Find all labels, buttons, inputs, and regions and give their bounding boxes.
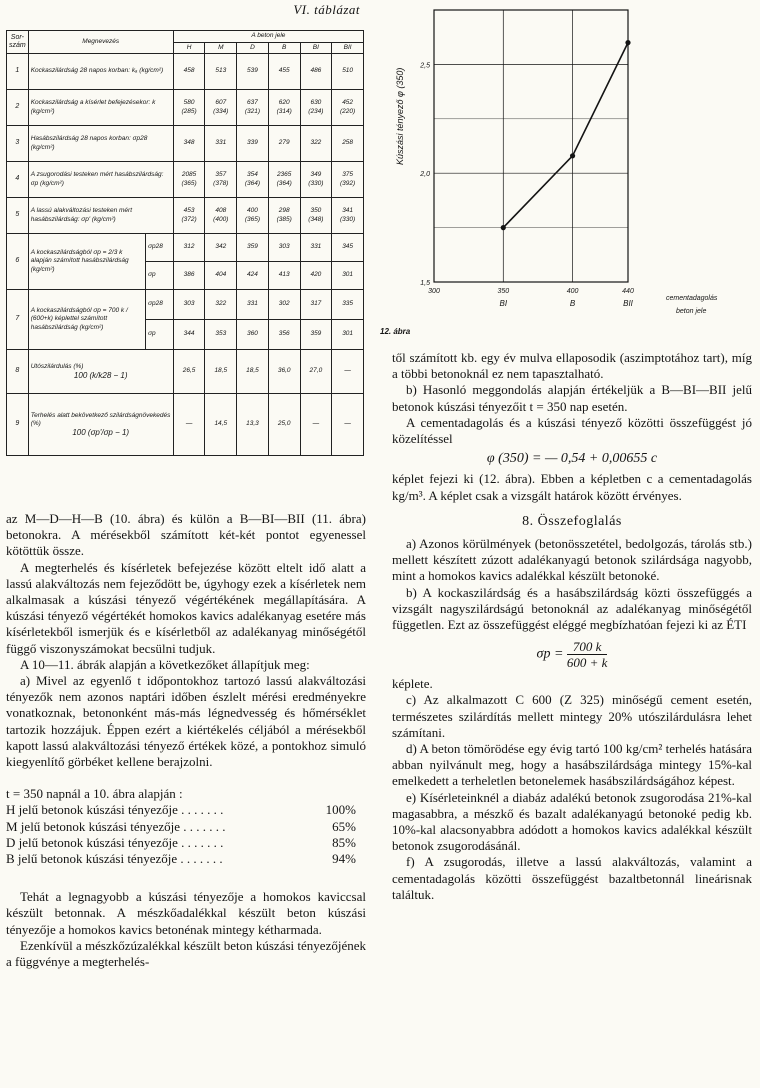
- left-column: [6, 511, 366, 970]
- cell: 354 (364): [237, 162, 269, 198]
- cell: 18,5: [237, 350, 269, 394]
- paragraph: a) Mivel az egyenlő t időpontokhoz tartozó lassú alakváltozási tényezők nem azonos naptári időben észlelt mérési eredményekre vonatkoznak, betononként más-más légnedvesség és hőmérséklet tartozik hozzájuk. Éppen ezért a kiértékelés céljából a mérésekből kapott lassú alakváltozási tényező értékek közé, a pontokhoz simuló kiegyenlítő görbéket kellene berajzolni.: [6, 673, 366, 770]
- cell: 27,0: [300, 350, 332, 394]
- row-sublabel: σp28: [146, 290, 174, 320]
- cell: 510: [332, 54, 364, 90]
- cell: 580 (285): [173, 90, 205, 126]
- cell: 344: [173, 320, 205, 350]
- cell: 359: [300, 320, 332, 350]
- table-title: VI. táblázat: [293, 2, 360, 17]
- cell: 359: [237, 234, 269, 262]
- cell: 331: [237, 290, 269, 320]
- cell: 349 (330): [300, 162, 332, 198]
- row-number: 9: [7, 394, 29, 456]
- cell: —: [300, 394, 332, 456]
- right-column: [392, 350, 752, 903]
- cell: 322: [205, 290, 237, 320]
- row-number: 7: [7, 290, 29, 350]
- paragraph: b) Hasonló meggondolás alapján értékeljük a B—BI—BII jelű betonok kúszási tényezőit t = 350 nap esetén.: [392, 382, 752, 414]
- cell: 317: [300, 290, 332, 320]
- paragraph: d) A beton tömörödése egy évig tartó 100 kg/cm² terhelés hatására abban nyilvánult meg, hogy a hasábszilárdsága mintegy 15%-kal emelkedett a terheletlen betonelemek hasábszilárdságához képest.: [392, 741, 752, 789]
- plot-frame: [434, 10, 628, 282]
- cell: 335: [332, 290, 364, 320]
- value-row: M jelű betonok kúszási tényezője . . . . . . . 65%: [6, 818, 356, 834]
- paragraph: e) Kísérleteinknél a diabáz adalékú betonok zsugorodása 21%-kal magasabbra, a mészkő és bazalt adalékanyagú betonoké pedig kb. 10%-kal alacsonyabbra adódott a homokos kavics adalékkal készült betonok zsugorodásánál.: [392, 789, 752, 854]
- row-number: 8: [7, 350, 29, 394]
- row-number: 3: [7, 126, 29, 162]
- chart-marks: [500, 40, 634, 308]
- x-axis-label-2: beton jele: [676, 308, 707, 315]
- cell: 303: [268, 234, 300, 262]
- row-label: Kockaszilárdság 28 napos korban: kₐ (kg/cm²): [28, 54, 173, 90]
- cell: 455: [268, 54, 300, 90]
- header-beton-jele: A beton jele: [173, 31, 363, 43]
- cell: 13,3: [237, 394, 269, 456]
- cell: 303: [173, 290, 205, 320]
- cell: 298 (385): [268, 198, 300, 234]
- row-label: A lassú alakváltozási testeken mért hasábszilárdság: σp' (kg/cm²): [28, 198, 173, 234]
- cell: 302: [268, 290, 300, 320]
- row-number: 4: [7, 162, 29, 198]
- table-row: [7, 350, 364, 394]
- cell: 350 (348): [300, 198, 332, 234]
- figure-caption: 12. ábra: [380, 327, 411, 336]
- x-tick-label: 440: [622, 288, 634, 295]
- cell: 360: [237, 320, 269, 350]
- cell: 420: [300, 262, 332, 290]
- cell: 375 (392): [332, 162, 364, 198]
- row-sublabel: σp28: [146, 234, 174, 262]
- marker-label: BI: [499, 299, 508, 308]
- cell: 452 (220): [332, 90, 364, 126]
- header-megnevezes: Megnevezés: [28, 31, 173, 54]
- cell: —: [332, 394, 364, 456]
- cell: 345: [332, 234, 364, 262]
- row-label: A zsugorodási testeken mért hasábszilárdság: σp (kg/cm²): [28, 162, 173, 198]
- cell: —: [332, 350, 364, 394]
- col-m: M: [205, 42, 237, 54]
- y-tick-label: 2,0: [420, 171, 430, 179]
- paragraph: A megterhelés és kísérletek befejezése között eltelt idő alatt a lassú alakváltozás nem fejeződött be, úgyhogy ezek a kísérletek nem alkalmasak a kúszási tényező végértékének megállapítására. A kúszási tényező végértékét homokos kavics adalékanyag esetére más kísérletekből ismerjük és e kísérletből az adalékanyag minőségétől függő viszonyszámokat becsülni tudjuk.: [6, 559, 366, 656]
- paragraph: képlete.: [392, 676, 433, 692]
- cell: 25,0: [268, 394, 300, 456]
- formula-sigma: σp = $\frac{700 k}{600 + k}$: [536, 639, 608, 671]
- cell: 400 (365): [237, 198, 269, 234]
- cell: 513: [205, 54, 237, 90]
- row-label: Terhelés alatt bekövetkező szilárdságnövekedés (%) 100 (σp'/σp − 1): [28, 394, 173, 456]
- cell: 539: [237, 54, 269, 90]
- paragraph: Tehát a legnagyobb a kúszási tényezője a homokos kaviccsal készült betonnak. A mészkőadalékkal készült beton kúszási tényezője a homokos kavics betonénak mintegy kétharmada.: [6, 889, 366, 937]
- cell: 14,5: [205, 394, 237, 456]
- cell: 458: [173, 54, 205, 90]
- col-b: B: [268, 42, 300, 54]
- cell: 424: [237, 262, 269, 290]
- y-axis-label: Kúszási tényező φ (350): [395, 67, 405, 165]
- cell: 386: [173, 262, 205, 290]
- table-row: [7, 234, 364, 262]
- cell: 279: [268, 126, 300, 162]
- cell: 339: [237, 126, 269, 162]
- table-row: [7, 126, 364, 162]
- data-point: [570, 153, 575, 158]
- cell: 404: [205, 262, 237, 290]
- data-point: [625, 40, 630, 45]
- cell: 36,0: [268, 350, 300, 394]
- row-sublabel: σp: [146, 320, 174, 350]
- marker-label: B: [569, 299, 576, 308]
- table-row: [7, 162, 364, 198]
- row-number: 5: [7, 198, 29, 234]
- row-sublabel: σp: [146, 262, 174, 290]
- row-label: Utószilárdulás (%) 100 (k/k28 − 1): [28, 350, 173, 394]
- x-tick-label: 350: [497, 288, 510, 295]
- row-number: 1: [7, 54, 29, 90]
- paragraph: A 10—11. ábrák alapján a következőket állapítjuk meg:: [20, 656, 310, 672]
- table-row: [7, 90, 364, 126]
- paragraph: től számított kb. egy év mulva ellaposodik (aszimptotához tart), míg a többi betonoknál ez nem tapasztalható.: [392, 350, 752, 382]
- paragraph: f) A zsugorodás, illetve a lassú alakváltozás, valamint a cementadagolás közötti összefüggést bazaltbetonnál lineárisnak találtuk.: [392, 854, 752, 902]
- cell: 312: [173, 234, 205, 262]
- cell: 348: [173, 126, 205, 162]
- cell: 18,5: [205, 350, 237, 394]
- table-row: [7, 290, 364, 320]
- col-d: D: [237, 42, 269, 54]
- cell: 413: [268, 262, 300, 290]
- x-axis-label: cementadagolás: [666, 295, 718, 302]
- paragraph: c) Az alkalmazott C 600 (Z 325) minőségű cement esetén, természetes szilárdítás mellett mintegy 20% utószilárdulásra lehet számítani.: [392, 692, 752, 740]
- table-header-row: [7, 31, 364, 43]
- cell: 353: [205, 320, 237, 350]
- cell: 2365 (364): [268, 162, 300, 198]
- table-row: [7, 54, 364, 90]
- cell: 331: [300, 234, 332, 262]
- paragraph: képlet fejezi ki (12. ábra). Ebben a képletben c a cementadagolás kg/m³. A képlet csak a vizsgált határok között érvényes.: [392, 471, 752, 503]
- row-label: Kockaszilárdság a kísérlet befejezésekor: k (kg/cm²): [28, 90, 173, 126]
- section-title: 8. Összefoglalás: [522, 513, 622, 529]
- value-row: B jelű betonok kúszási tényezője . . . . . . . 94%: [6, 851, 356, 867]
- t-line: t = 350 napnál a 10. ábra alapján :: [6, 786, 183, 802]
- cell: 607 (334): [205, 90, 237, 126]
- col-b2: BII: [332, 42, 364, 54]
- cell: 357 (378): [205, 162, 237, 198]
- col-b1: BI: [300, 42, 332, 54]
- cell: 301: [332, 320, 364, 350]
- chart-grid: [419, 10, 634, 295]
- series-line: [503, 43, 628, 228]
- cell: 356: [268, 320, 300, 350]
- table-row: [7, 394, 364, 456]
- marker-label: BII: [623, 299, 633, 308]
- paragraph: Ezenkívül a mészkőzúzalékkal készült beton kúszási tényezőjének a függvénye a megterhelés-: [6, 937, 366, 970]
- formula-phi: φ (350) = — 0,54 + 0,00655 c: [486, 451, 658, 467]
- table-row: [7, 198, 364, 234]
- cell: 453 (372): [173, 198, 205, 234]
- paragraph: a) Azonos körülmények (betonösszetétel, bedolgozás, tárolás stb.) mellett készített zúzott adalékanyagú betonok szilárdsága nagyobb, mint a homokos kavics adalékkal készült betonoké.: [392, 536, 752, 584]
- paragraph: az M—D—H—B (10. ábra) és külön a B—BI—BII (11. ábra) betonokra. A mérésekből számított két-két pontot egyenessel kötöttük össze.: [6, 511, 366, 559]
- cell: 322: [300, 126, 332, 162]
- row-label: A kockaszilárdságból σp = 2/3 k alapján számított hasábszilárdság (kg/cm²): [28, 234, 145, 290]
- row-number: 6: [7, 234, 29, 290]
- x-tick-label: 400: [566, 288, 579, 295]
- col-h: H: [173, 42, 205, 54]
- cell: 301: [332, 262, 364, 290]
- row-number: 2: [7, 90, 29, 126]
- row-label: Hasábszilárdság 28 napos korban: σp28 (kg/cm²): [28, 126, 173, 162]
- cell: 26,5: [173, 350, 205, 394]
- value-row: D jelű betonok kúszási tényezője . . . . . . . 85%: [6, 834, 356, 850]
- cell: 258: [332, 126, 364, 162]
- header-sorszam: Sor-szám: [7, 31, 29, 54]
- cell: —: [173, 394, 205, 456]
- row-label: A kockaszilárdságból σp = 700 k / (600+k) képlettel számított hasábszilárdság (kg/cm²): [28, 290, 145, 350]
- x-tick-label: 300: [428, 288, 440, 295]
- data-table: [6, 30, 364, 456]
- y-tick-label: 1,5: [420, 280, 430, 287]
- value-row: H jelű betonok kúszási tényezője . . . . . . . 100%: [6, 802, 356, 818]
- y-tick-label: 2,5: [420, 62, 430, 70]
- cell: 341 (330): [332, 198, 364, 234]
- cell: 486: [300, 54, 332, 90]
- figure-12-chart: [376, 0, 756, 345]
- cell: 408 (400): [205, 198, 237, 234]
- cell: 342: [205, 234, 237, 262]
- paragraph: A cementadagolás és a kúszási tényező közötti összefüggést jó közelítéssel: [392, 414, 752, 447]
- paragraph: b) A kockaszilárdság és a hasábszilárdság közti összefüggés a vizsgált nagyszilárdságú betonoknál az adalékanyag minőségétől független. Ezt az összefüggést eléggé megbízhatóan fejezi ki az ÉTI: [392, 584, 752, 633]
- cell: 2085 (365): [173, 162, 205, 198]
- data-point: [501, 225, 506, 230]
- cell: 331: [205, 126, 237, 162]
- cell: 620 (314): [268, 90, 300, 126]
- cell: 630 (234): [300, 90, 332, 126]
- cell: 637 (321): [237, 90, 269, 126]
